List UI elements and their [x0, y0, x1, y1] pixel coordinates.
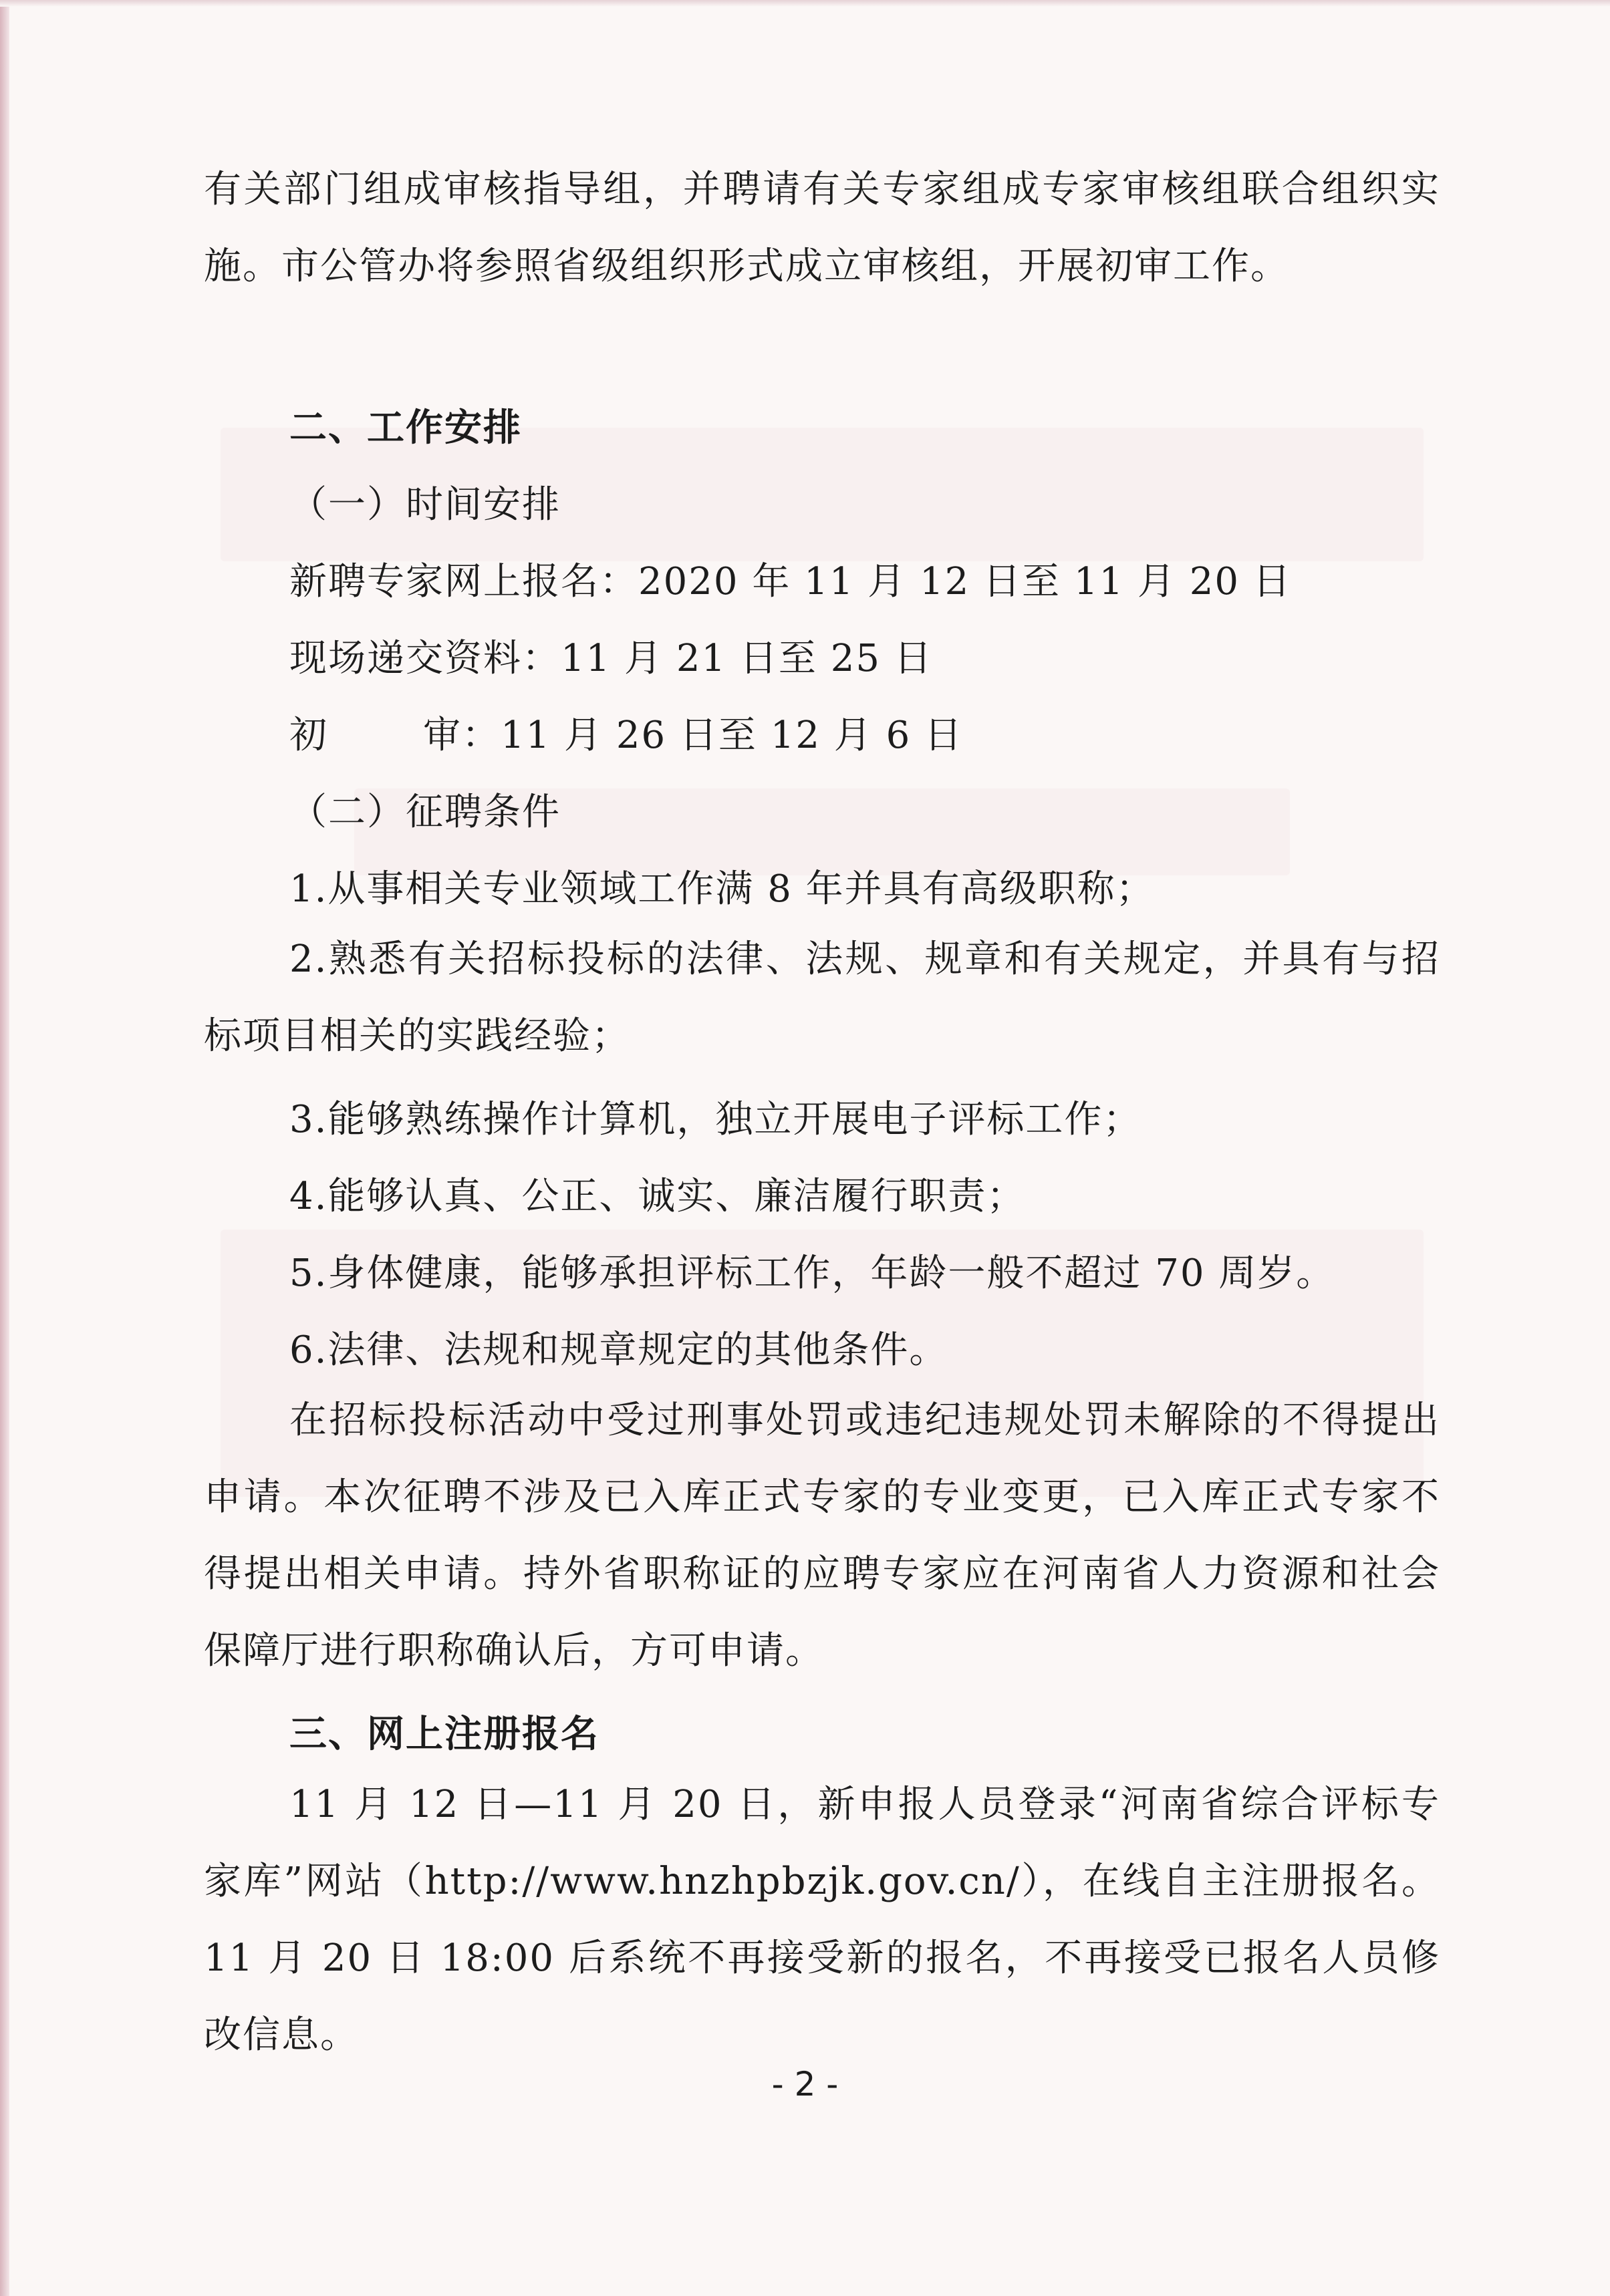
condition-3: 3.能够熟练操作计算机，独立开展电子评标工作；: [289, 1098, 1142, 1141]
schedule-label-chu: 初: [289, 714, 328, 757]
condition-5: 5.身体健康，能够承担评标工作，年龄一般不超过 70 周岁。: [289, 1252, 1335, 1295]
condition-2: 2.熟悉有关招标投标的法律、法规、规章和有关规定，并具有与招标项目相关的实践经验；: [204, 938, 1440, 1058]
section-heading-work-arrangement: 二、工作安排: [289, 406, 522, 450]
subheading-conditions: （二）征聘条件: [289, 791, 561, 834]
condition-4: 4.能够认真、公正、诚实、廉洁履行职责；: [289, 1175, 1026, 1218]
condition-6: 6.法律、法规和规章规定的其他条件。: [289, 1328, 948, 1372]
subheading-time-schedule: （一）时间安排: [289, 483, 561, 527]
page-number: - 2 -: [771, 2065, 839, 2104]
scan-top-edge: [0, 0, 1610, 7]
condition-1: 1.从事相关专业领域工作满 8 年并具有高级职称；: [289, 867, 1155, 911]
paragraph-audit-group: 有关部门组成审核指导组，并聘请有关专家组成专家审核组联合组织实施。市公管办将参照省级组织形式成立审核组，开展初审工作。: [204, 168, 1440, 288]
scan-left-edge: [0, 0, 9, 2296]
schedule-label-shen: 审：11 月 26 日至 12 月 6 日: [423, 714, 964, 757]
section-heading-online-registration: 三、网上注册报名: [289, 1712, 599, 1756]
schedule-online-registration: 新聘专家网上报名：2020 年 11 月 12 日至 11 月 20 日: [289, 560, 1292, 603]
paragraph-registration: 11 月 12 日—11 月 20 日，新申报人员登录“河南省综合评标专家库”网站（http://www.hnzhpbzjk.gov.cn/），在线自主注册报名。11 月 20 日 18:00 后系统不再接受新的报名，不再接受已报名人员修改信息。: [204, 1783, 1440, 2057]
schedule-submit-materials: 现场递交资料：11 月 21 日至 25 日: [289, 637, 933, 680]
schedule-preliminary-review: [289, 706, 1292, 757]
paragraph-restrictions: 在招标投标活动中受过刑事处罚或违纪违规处罚未解除的不得提出申请。本次征聘不涉及已入库正式专家的专业变更，已入库正式专家不得提出相关申请。持外省职称证的应聘专家应在河南省人力资源和社会保障厅进行职称确认后，方可申请。: [204, 1399, 1440, 1673]
